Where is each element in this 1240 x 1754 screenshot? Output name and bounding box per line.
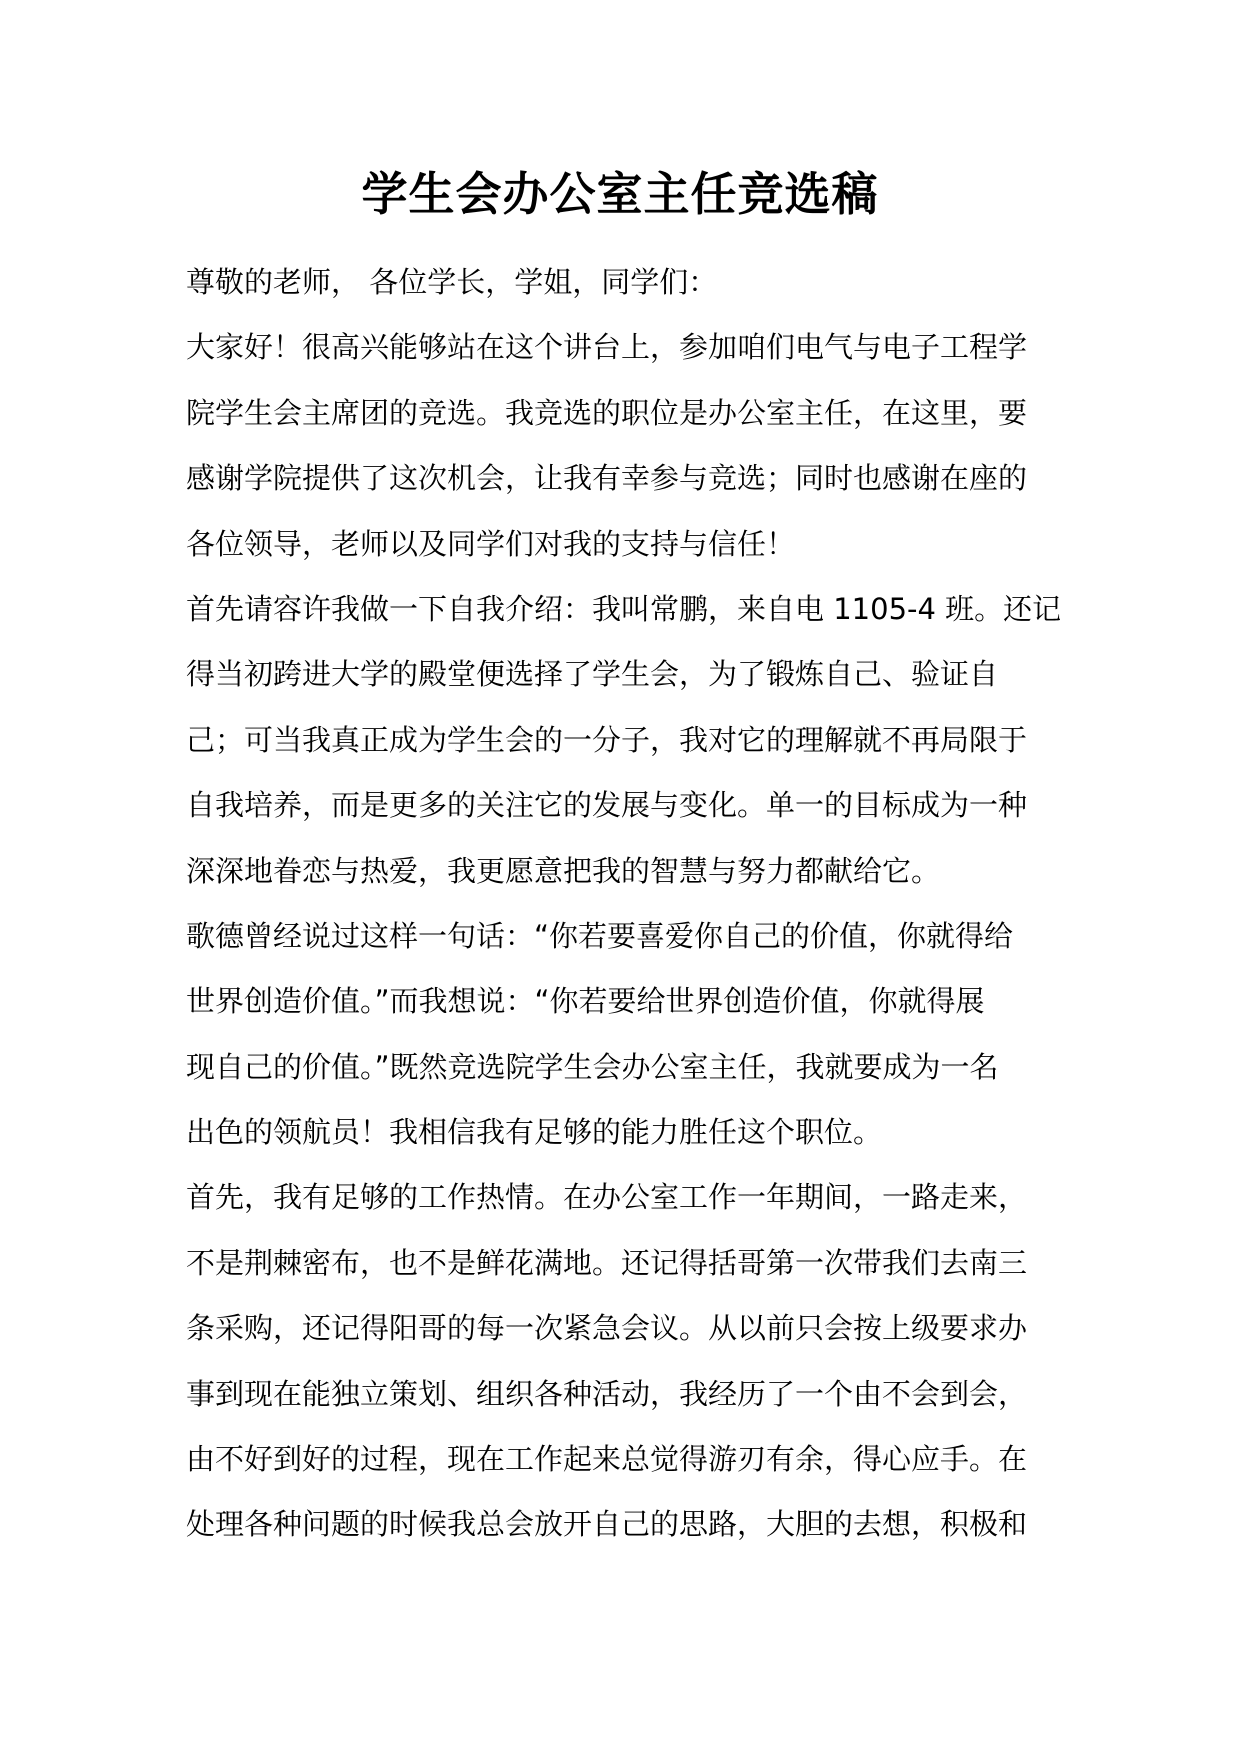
document-title: 学生会办公室主任竞选稿 bbox=[361, 167, 879, 221]
body-line: 感谢学院提供了这次机会，让我有幸参与竞选；同时也感谢在座的 bbox=[186, 461, 1028, 496]
body-line: 各位领导，老师以及同学们对我的支持与信任！ bbox=[186, 526, 796, 561]
body-line: 不是荆棘密布，也不是鲜花满地。还记得括哥第一次带我们去南三 bbox=[186, 1245, 1028, 1280]
body-line: 大家好！很高兴能够站在这个讲台上，参加咱们电气与电子工程学 bbox=[186, 330, 1028, 365]
body-line: 自我培养，而是更多的关注它的发展与变化。单一的目标成为一种 bbox=[186, 788, 1028, 823]
body-line: 己；可当我真正成为学生会的一分子，我对它的理解就不再局限于 bbox=[186, 722, 1028, 757]
body-line: 院学生会主席团的竞选。我竞选的职位是办公室主任，在这里，要 bbox=[186, 395, 1028, 430]
body-line: 世界创造价值。”而我想说：“你若要给世界创造价值，你就得展 bbox=[186, 984, 985, 1019]
body-line: 尊敬的老师， 各位学长，学姐，同学们： bbox=[186, 265, 718, 299]
body-line: 首先请容许我做一下自我介绍：我叫常鹏，来自电 1105-4 班。还记 bbox=[186, 591, 1062, 626]
body-line: 首先，我有足够的工作热情。在办公室工作一年期间，一路走来， bbox=[186, 1180, 1028, 1215]
body-line: 处理各种问题的时候我总会放开自己的思路，大胆的去想，积极和 bbox=[186, 1507, 1028, 1542]
body-line: 由不好到好的过程，现在工作起来总觉得游刃有余，得心应手。在 bbox=[186, 1442, 1028, 1477]
body-line: 事到现在能独立策划、组织各种活动，我经历了一个由不会到会， bbox=[186, 1376, 1028, 1411]
body-line: 条采购，还记得阳哥的每一次紧急会议。从以前只会按上级要求办 bbox=[186, 1311, 1028, 1346]
body-line: 得当初跨进大学的殿堂便选择了学生会，为了锻炼自己、验证自 bbox=[186, 657, 999, 692]
body-line: 深深地眷恋与热爱，我更愿意把我的智慧与努力都献给它。 bbox=[186, 853, 941, 888]
body-line: 歌德曾经说过这样一句话：“你若要喜爱你自己的价值，你就得给 bbox=[186, 918, 1014, 953]
document-body bbox=[186, 250, 1066, 1558]
body-line: 出色的领航员！我相信我有足够的能力胜任这个职位。 bbox=[186, 1115, 883, 1150]
body-line: 现自己的价值。”既然竞选院学生会办公室主任，我就要成为一名 bbox=[186, 1049, 999, 1084]
